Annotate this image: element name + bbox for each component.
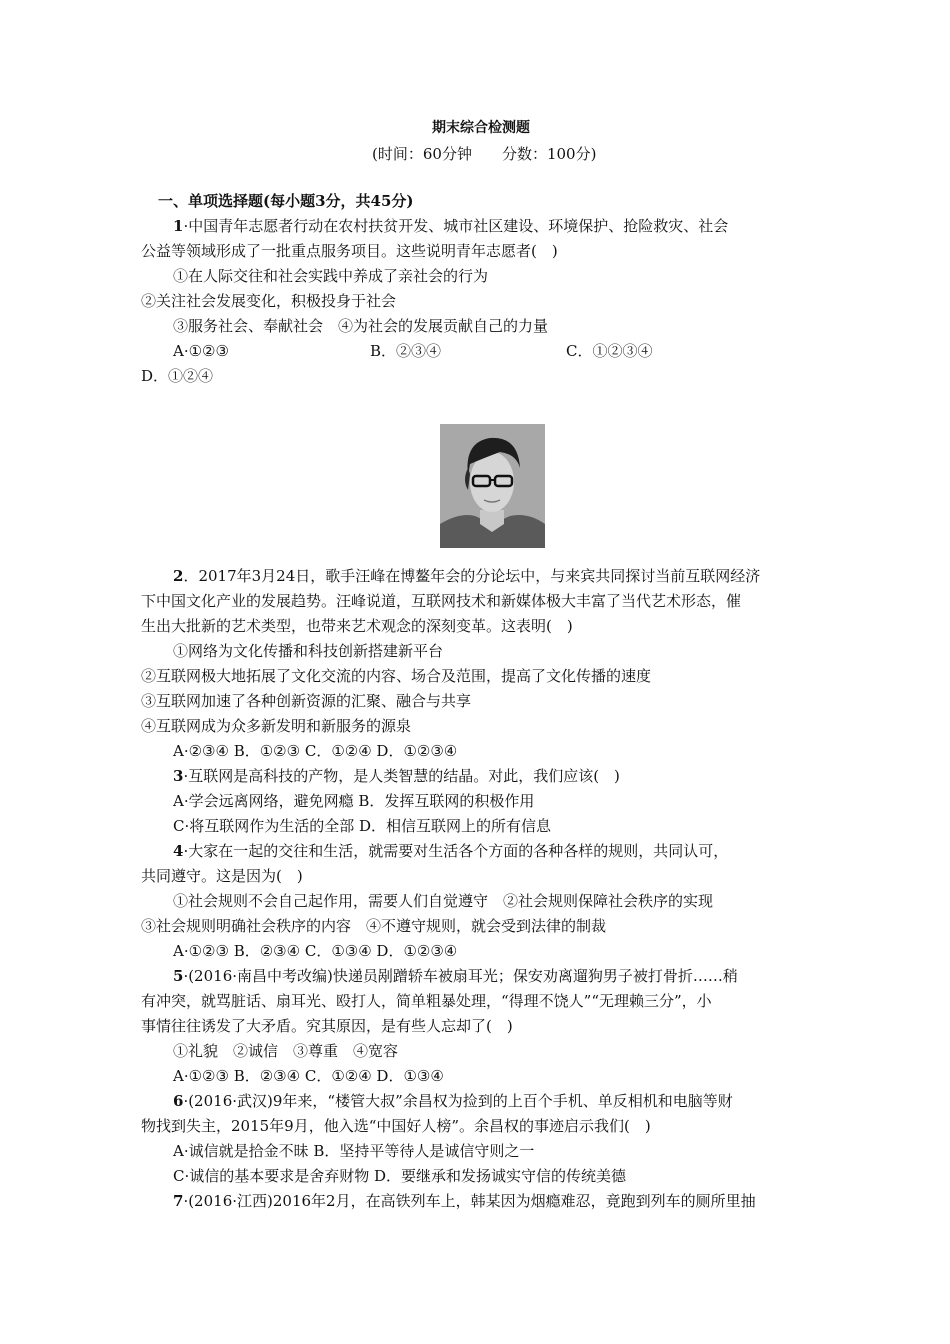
question-4-number: 4 bbox=[173, 842, 184, 860]
exam-info: (时间：60分钟 分数：100分) bbox=[372, 145, 597, 163]
question-2-choices: A·②③④ B．①②③ C．①②④ D．①②③④ bbox=[173, 742, 458, 760]
question-4-line-2: 共同遵守。这是因为( ) bbox=[141, 867, 303, 885]
question-2-option-2: ②互联网极大地拓展了文化交流的内容、场合及范围，提高了文化传播的速度 bbox=[141, 667, 652, 685]
question-3-line-1: 3·互联网是高科技的产物，是人类智慧的结晶。对此，我们应该( ) bbox=[173, 767, 620, 785]
page-title: 期末综合检测题 bbox=[432, 120, 530, 136]
question-2-line-2: 下中国文化产业的发展趋势。汪峰说道，互联网技术和新媒体极大丰富了当代艺术形态，催 bbox=[141, 592, 742, 610]
question-7-number: 7 bbox=[173, 1192, 184, 1210]
question-5-line-2: 有冲突，就骂脏话、扇耳光、殴打人，简单粗暴处理，“得理不饶人”“无理赖三分”，小 bbox=[141, 992, 712, 1010]
question-1-choice-c: C．①②③④ bbox=[566, 342, 653, 360]
question-5-choices: A·①②③ B．②③④ C．①②④ D．①③④ bbox=[173, 1067, 444, 1085]
question-1-option-1: ①在人际交往和社会实践中养成了亲社会的行为 bbox=[173, 267, 489, 285]
question-1-choice-a: A·①②③ bbox=[173, 342, 229, 360]
question-6-line-1: 6·(2016·武汉)9年来，“楼管大叔”余昌权为捡到的上百个手机、单反相机和电脑等财 bbox=[173, 1092, 733, 1110]
question-1-line-1: 1·中国青年志愿者行动在农村扶贫开发、城市社区建设、环境保护、抢险救灾、社会 bbox=[173, 217, 729, 235]
portrait-illustration bbox=[440, 424, 545, 548]
question-4-options-3-4: ③社会规则明确社会秩序的内容 ④不遵守规则，就会受到法律的制裁 bbox=[141, 917, 607, 935]
question-2-option-4: ④互联网成为众多新发明和新服务的源泉 bbox=[141, 717, 412, 735]
question-1-number: 1 bbox=[173, 217, 184, 235]
section-heading: 一、单项选择题(每小题3分，共45分) bbox=[158, 192, 414, 210]
question-4-options-1-2: ①社会规则不会自己起作用，需要人们自觉遵守 ②社会规则保障社会秩序的实现 bbox=[173, 892, 714, 910]
question-2-number: 2 bbox=[173, 567, 184, 585]
question-7-line-1: 7·(2016·江西)2016年2月，在高铁列车上，韩某因为烟瘾难忍，竟跑到列车的厕所里抽 bbox=[173, 1192, 756, 1210]
question-6-number: 6 bbox=[173, 1092, 184, 1110]
question-3-number: 3 bbox=[173, 767, 184, 785]
question-6-choices-ab: A·诚信就是拾金不昧 B．坚持平等待人是诚信守则之一 bbox=[173, 1142, 535, 1160]
question-1-line-2: 公益等领域形成了一批重点服务项目。这些说明青年志愿者( ) bbox=[141, 242, 558, 260]
question-2-option-1: ①网络为文化传播和科技创新搭建新平台 bbox=[173, 642, 444, 660]
question-6-choices-cd: C·诚信的基本要求是舍弃财物 D．要继承和发扬诚实守信的传统美德 bbox=[173, 1167, 627, 1185]
question-1-option-2: ②关注社会发展变化，积极投身于社会 bbox=[141, 292, 397, 310]
question-6-line-2: 物找到失主，2015年9月，他入选“中国好人榜”。余昌权的事迹启示我们( ) bbox=[141, 1117, 651, 1135]
question-2-line-3: 生出大批新的艺术类型，也带来艺术观念的深刻变革。这表明( ) bbox=[141, 617, 573, 635]
question-3-choices-cd: C·将互联网作为生活的全部 D．相信互联网上的所有信息 bbox=[173, 817, 552, 835]
question-1-choice-d: D．①②④ bbox=[141, 367, 214, 385]
question-2-line-1: 2．2017年3月24日，歌手汪峰在博鳌年会的分论坛中，与来宾共同探讨当前互联网经济 bbox=[173, 567, 761, 585]
portrait-photo bbox=[440, 424, 545, 548]
question-4-line-1: 4·大家在一起的交往和生活，就需要对生活各个方面的各种各样的规则，共同认可， bbox=[173, 842, 729, 860]
question-1-choice-b: B．②③④ bbox=[370, 342, 442, 360]
question-5-number: 5 bbox=[173, 967, 184, 985]
question-5-line-1: 5·(2016·南昌中考改编)快递员剐蹭轿车被扇耳光；保安劝离遛狗男子被打骨折……稍 bbox=[173, 967, 738, 985]
question-5-options: ①礼貌 ②诚信 ③尊重 ④宽容 bbox=[173, 1042, 399, 1060]
question-2-option-3: ③互联网加速了各种创新资源的汇聚、融合与共享 bbox=[141, 692, 472, 710]
question-3-choices-ab: A·学会远离网络，避免网瘾 B．发挥互联网的积极作用 bbox=[173, 792, 535, 810]
question-5-line-3: 事情往往诱发了大矛盾。究其原因，是有些人忘却了( ) bbox=[141, 1017, 513, 1035]
question-4-choices: A·①②③ B．②③④ C．①③④ D．①②③④ bbox=[173, 942, 458, 960]
question-1-option-3-4: ③服务社会、奉献社会 ④为社会的发展贡献自己的力量 bbox=[173, 317, 549, 335]
